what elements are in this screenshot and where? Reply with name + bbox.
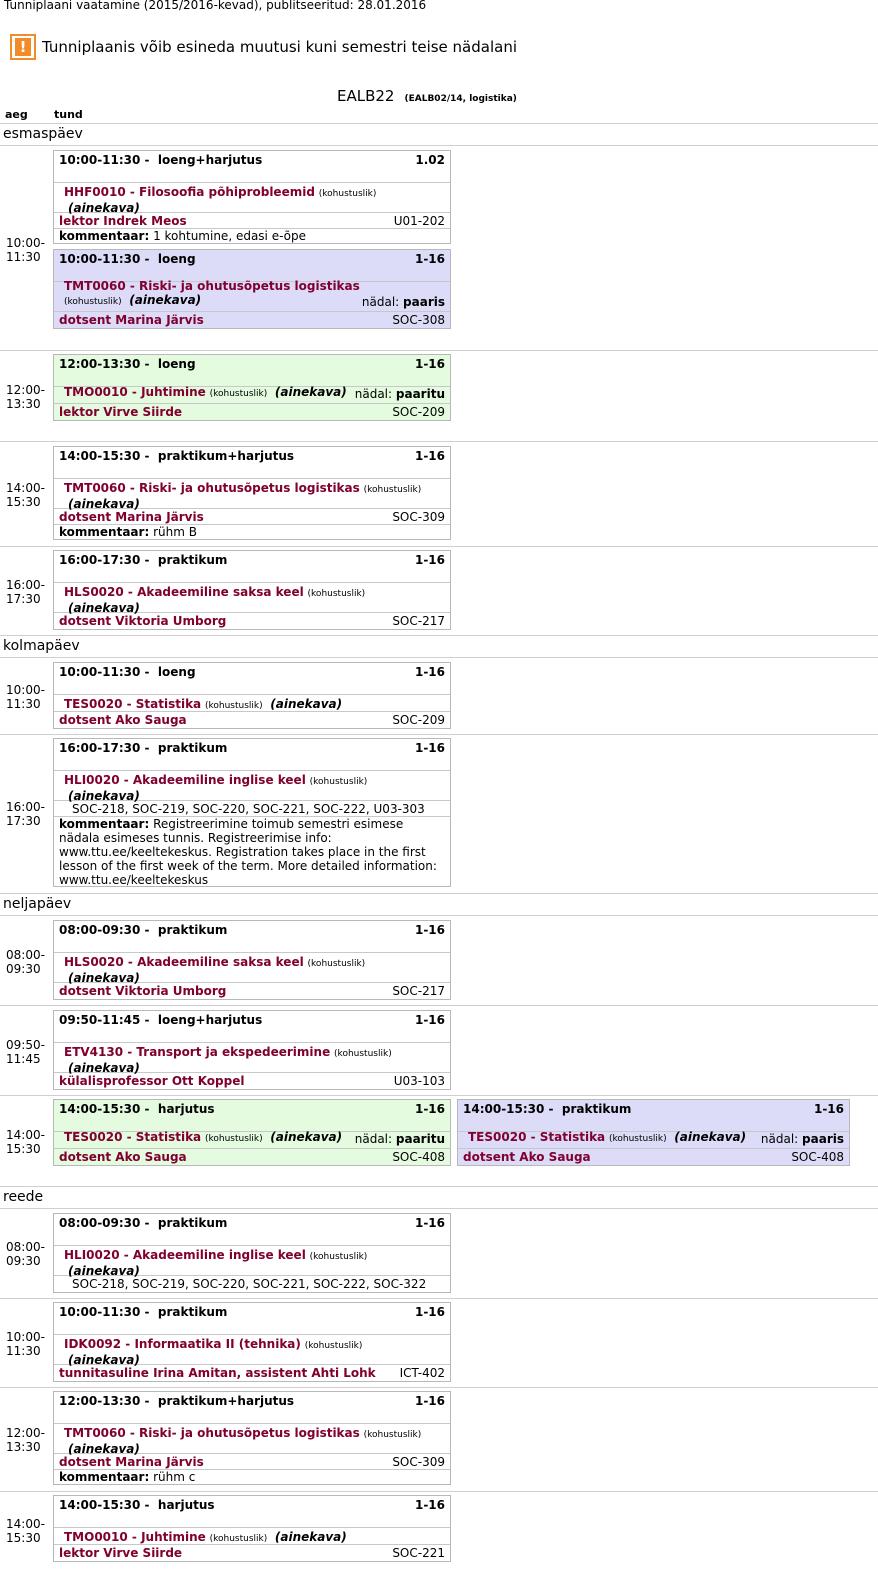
time-slot: 14:00- 15:30	[6, 1128, 45, 1156]
lesson-comment: kommentaar: rühm c	[59, 1470, 196, 1484]
divider	[0, 546, 878, 547]
time-slot: 12:00- 13:30	[6, 383, 45, 411]
subject-link[interactable]: IDK0092 - Informaatika II (tehnika)	[64, 1337, 301, 1351]
lesson-card	[53, 550, 451, 630]
divider	[0, 635, 878, 636]
room: SOC-308	[392, 313, 445, 327]
teacher-link[interactable]: lektor Virve Siirde	[59, 1546, 183, 1560]
divider	[0, 1186, 878, 1187]
subject-link[interactable]: TMT0060 - Riski- ja ohutusõpetus logistikas	[64, 279, 360, 293]
lesson-subject: TMT0060 - Riski- ja ohutusõpetus logistikas (kohustuslik) (ainekava)	[54, 479, 450, 509]
lesson-card	[53, 1391, 451, 1485]
room: SOC-217	[392, 614, 445, 628]
teacher-link[interactable]: dotsent Marina Järvis	[59, 509, 204, 524]
lesson-subject: HHF0010 - Filosoofia põhiprobleemid (kohustuslik) (ainekava)	[54, 183, 450, 213]
divider	[0, 145, 878, 146]
syllabus-link[interactable]: (ainekava)	[68, 1442, 140, 1456]
lesson-subject: IDK0092 - Informaatika II (tehnika) (kohustuslik) (ainekava)	[54, 1335, 450, 1365]
lesson-rooms: SOC-218, SOC-219, SOC-220, SOC-221, SOC-222, U03-303	[54, 801, 450, 817]
time-slot: 14:00- 15:30	[6, 481, 45, 509]
subject-link[interactable]: TES0020 - Statistika	[64, 1130, 202, 1144]
subject-link[interactable]: HLI0020 - Akadeemiline inglise keel	[64, 773, 306, 787]
lesson-card	[53, 150, 451, 244]
teacher-link[interactable]: külalisprofessor Ott Koppel	[59, 1074, 245, 1088]
divider	[0, 1387, 878, 1388]
lesson-header: 10:00-11:30 - loeng 1-16	[54, 663, 450, 695]
syllabus-link[interactable]: (ainekava)	[68, 789, 140, 803]
syllabus-link[interactable]: (ainekava)	[129, 293, 202, 307]
lesson-rooms: SOC-218, SOC-219, SOC-220, SOC-221, SOC-222, SOC-322	[72, 1277, 427, 1291]
lesson-subject: HLI0020 - Akadeemiline inglise keel (kohustuslik) (ainekava)	[54, 771, 450, 801]
subject-link[interactable]: TES0020 - Statistika	[468, 1130, 606, 1144]
week-parity: paaris	[403, 295, 445, 309]
time-slot: 10:00- 11:30	[6, 683, 45, 711]
lesson-teacher-row	[54, 1454, 450, 1470]
time-slot: 08:00- 09:30	[6, 1240, 45, 1268]
divider	[0, 893, 878, 894]
lesson-card	[53, 249, 451, 329]
lesson-subject: TES0020 - Statistika (kohustuslik) (ainekava) nädal: paaritu	[54, 1132, 450, 1149]
lesson-card	[53, 446, 451, 540]
lesson-header: 14:00-15:30 - harjutus 1-16	[54, 1100, 450, 1132]
lesson-header: 14:00-15:30 - praktikum+harjutus 1-16	[54, 447, 450, 479]
room: SOC-209	[392, 713, 445, 727]
lesson-teacher-row	[458, 1149, 849, 1165]
lesson-card	[53, 1099, 451, 1166]
lesson-comment: kommentaar: rühm B	[59, 525, 197, 539]
page-title: Tunniplaani vaatamine (2015/2016-kevad), publitseeritud: 28.01.2016	[4, 0, 427, 12]
time-slot: 14:00- 15:30	[6, 1517, 45, 1545]
room: SOC-408	[392, 1150, 445, 1164]
lesson-teacher-row	[54, 1365, 450, 1381]
lesson-teacher-row	[54, 613, 450, 629]
group-heading	[337, 86, 517, 105]
divider	[0, 441, 878, 442]
group-code: EALB22	[337, 87, 395, 105]
time-slot: 09:50- 11:45	[6, 1038, 45, 1066]
lesson-subject: TMO0010 - Juhtimine (kohustuslik) (ainekava) nädal: paaritu	[54, 387, 450, 404]
teacher-link[interactable]: lektor Virve Siirde	[59, 405, 183, 419]
lesson-teacher-row	[54, 404, 450, 420]
syllabus-link[interactable]: (ainekava)	[270, 697, 343, 711]
warning-icon: !	[10, 34, 36, 60]
column-header-lesson: tund	[54, 108, 83, 121]
teacher-link[interactable]: lektor Indrek Meos	[59, 213, 187, 228]
syllabus-link[interactable]: (ainekava)	[270, 1130, 343, 1144]
lesson-header: 14:00-15:30 - praktikum 1-16	[458, 1100, 849, 1132]
lesson-header: 08:00-09:30 - praktikum 1-16	[54, 921, 450, 953]
lesson-subject: TES0020 - Statistika (kohustuslik) (ainekava) nädal: paaris	[458, 1132, 849, 1149]
subject-link[interactable]: TMT0060 - Riski- ja ohutusõpetus logistikas	[64, 481, 360, 495]
lesson-card	[53, 1213, 451, 1293]
notice-banner	[10, 34, 517, 60]
subject-link[interactable]: ETV4130 - Transport ja ekspedeerimine	[64, 1045, 331, 1059]
syllabus-link[interactable]: (ainekava)	[274, 1530, 347, 1544]
teacher-link[interactable]: tunnitasuline Irina Amitan, assistent Ahti Lohk	[59, 1366, 376, 1380]
syllabus-link[interactable]: (ainekava)	[68, 971, 140, 985]
syllabus-link[interactable]: (ainekava)	[68, 201, 140, 215]
lesson-subject: HLS0020 - Akadeemiline saksa keel (kohustuslik) (ainekava)	[54, 583, 450, 613]
time-slot: 12:00- 13:30	[6, 1426, 45, 1454]
lesson-card	[457, 1099, 850, 1166]
subject-link[interactable]: TMO0010 - Juhtimine	[64, 385, 206, 399]
divider	[0, 350, 878, 351]
lesson-comment: kommentaar: Registreerimine toimub semestri esimese nädala esimeses tunnis. Registreerimise info: www.ttu.ee/keeltekeskus. Registration takes place in the first lesson of the first week of the term. More detailed information: www.ttu.ee/keeltekeskus	[59, 817, 437, 887]
lesson-subject: HLI0020 - Akadeemiline inglise keel (kohustuslik) (ainekava)	[54, 1246, 450, 1276]
lesson-header: 16:00-17:30 - praktikum 1-16	[54, 739, 450, 771]
lesson-header: 08:00-09:30 - praktikum 1-16	[54, 1214, 450, 1246]
day-heading: esmaspäev	[3, 126, 83, 142]
syllabus-link[interactable]: (ainekava)	[68, 1264, 140, 1278]
lesson-comment: kommentaar: 1 kohtumine, edasi e-õpe	[59, 229, 306, 243]
teacher-link[interactable]: dotsent Viktoria Umborg	[59, 614, 227, 628]
syllabus-link[interactable]: (ainekava)	[68, 1061, 140, 1075]
lesson-teacher-row	[54, 983, 450, 999]
room: SOC-217	[392, 984, 445, 998]
syllabus-link[interactable]: (ainekava)	[68, 1353, 140, 1367]
subject-link[interactable]: TMT0060 - Riski- ja ohutusõpetus logistikas	[64, 1426, 360, 1440]
lesson-header: 10:00-11:30 - praktikum 1-16	[54, 1303, 450, 1335]
lesson-teacher-row	[54, 509, 450, 525]
divider	[0, 1208, 878, 1209]
lesson-teacher-row	[54, 312, 450, 328]
lesson-subject: TMT0060 - Riski- ja ohutusõpetus logistikas (kohustuslik) (ainekava) nädal: paaris	[54, 282, 450, 312]
room: U01-202	[393, 213, 445, 228]
divider	[0, 734, 878, 735]
divider	[0, 657, 878, 658]
lesson-subject: HLS0020 - Akadeemiline saksa keel (kohustuslik) (ainekava)	[54, 953, 450, 983]
room: ICT-402	[399, 1366, 445, 1380]
lesson-teacher-row	[54, 1545, 450, 1561]
teacher-link[interactable]: dotsent Marina Järvis	[59, 313, 204, 327]
time-slot: 10:00- 11:30	[6, 1330, 45, 1358]
lesson-header: 10:00-11:30 - loeng+harjutus 1.02	[54, 151, 450, 183]
lesson-header: 12:00-13:30 - praktikum+harjutus 1-16	[54, 1392, 450, 1424]
room: SOC-408	[791, 1150, 844, 1164]
time-slot: 10:00- 11:30	[6, 236, 45, 264]
teacher-link[interactable]: dotsent Ako Sauga	[59, 1150, 187, 1164]
syllabus-link[interactable]: (ainekava)	[68, 601, 140, 615]
divider	[0, 1005, 878, 1006]
time-slot: 16:00- 17:30	[6, 578, 45, 606]
room: U03-103	[393, 1074, 445, 1088]
divider	[0, 1298, 878, 1299]
teacher-link[interactable]: dotsent Ako Sauga	[463, 1150, 591, 1164]
lesson-teacher-row	[54, 1073, 450, 1089]
lesson-card	[53, 1302, 451, 1382]
lesson-card	[53, 1495, 451, 1562]
lesson-header: 14:00-15:30 - harjutus 1-16	[54, 1496, 450, 1528]
teacher-link[interactable]: dotsent Ako Sauga	[59, 713, 187, 727]
syllabus-link[interactable]: (ainekava)	[674, 1130, 747, 1144]
teacher-link[interactable]: dotsent Marina Järvis	[59, 1454, 204, 1469]
column-header-time: aeg	[5, 108, 28, 121]
divider	[0, 1491, 878, 1492]
lesson-header: 12:00-13:30 - loeng 1-16	[54, 355, 450, 387]
lesson-header: 10:00-11:30 - loeng 1-16	[54, 250, 450, 282]
lesson-subject: TES0020 - Statistika (kohustuslik) (ainekava)	[54, 695, 450, 712]
week-parity: paaritu	[395, 387, 445, 401]
room: SOC-309	[392, 1454, 445, 1469]
lesson-header: 16:00-17:30 - praktikum 1-16	[54, 551, 450, 583]
week-parity: paaris	[802, 1132, 844, 1146]
lesson-card	[53, 354, 451, 421]
syllabus-link[interactable]: (ainekava)	[68, 497, 140, 511]
lesson-teacher-row	[54, 213, 450, 229]
subject-link[interactable]: TES0020 - Statistika	[64, 697, 202, 711]
lesson-subject: TMO0010 - Juhtimine (kohustuslik) (ainekava)	[54, 1528, 450, 1545]
subject-link[interactable]: HLS0020 - Akadeemiline saksa keel	[64, 955, 304, 969]
subject-link[interactable]: TMO0010 - Juhtimine	[64, 1530, 206, 1544]
day-heading: kolmapäev	[3, 638, 80, 654]
day-heading: reede	[3, 1189, 44, 1205]
lesson-card	[53, 1010, 451, 1090]
syllabus-link[interactable]: (ainekava)	[274, 385, 347, 399]
lesson-subject: TMT0060 - Riski- ja ohutusõpetus logistikas (kohustuslik) (ainekava)	[54, 1424, 450, 1454]
room: SOC-209	[392, 405, 445, 419]
time-slot: 16:00- 17:30	[6, 800, 45, 828]
day-heading: neljapäev	[3, 896, 72, 912]
room: SOC-309	[392, 509, 445, 524]
week-parity: paaritu	[395, 1132, 445, 1146]
room: SOC-221	[392, 1546, 445, 1560]
lesson-card	[53, 662, 451, 729]
subject-link[interactable]: HLS0020 - Akadeemiline saksa keel	[64, 585, 304, 599]
group-subtitle: (EALB02/14, logistika)	[404, 94, 517, 104]
lesson-teacher-row	[54, 1149, 450, 1165]
notice-text: Tunniplaanis võib esineda muutusi kuni semestri teise nädalani	[42, 38, 517, 56]
lesson-subject: ETV4130 - Transport ja ekspedeerimine (kohustuslik) (ainekava)	[54, 1043, 450, 1073]
divider	[0, 915, 878, 916]
teacher-link[interactable]: dotsent Viktoria Umborg	[59, 984, 227, 998]
lesson-card	[53, 920, 451, 1000]
time-slot: 08:00- 09:30	[6, 948, 45, 976]
divider	[0, 1095, 878, 1096]
subject-link[interactable]: HLI0020 - Akadeemiline inglise keel	[64, 1248, 306, 1262]
lesson-header: 09:50-11:45 - loeng+harjutus 1-16	[54, 1011, 450, 1043]
lesson-card	[53, 738, 451, 887]
divider	[0, 123, 878, 124]
subject-link[interactable]: HHF0010 - Filosoofia põhiprobleemid	[64, 185, 315, 199]
lesson-teacher-row	[54, 712, 450, 728]
